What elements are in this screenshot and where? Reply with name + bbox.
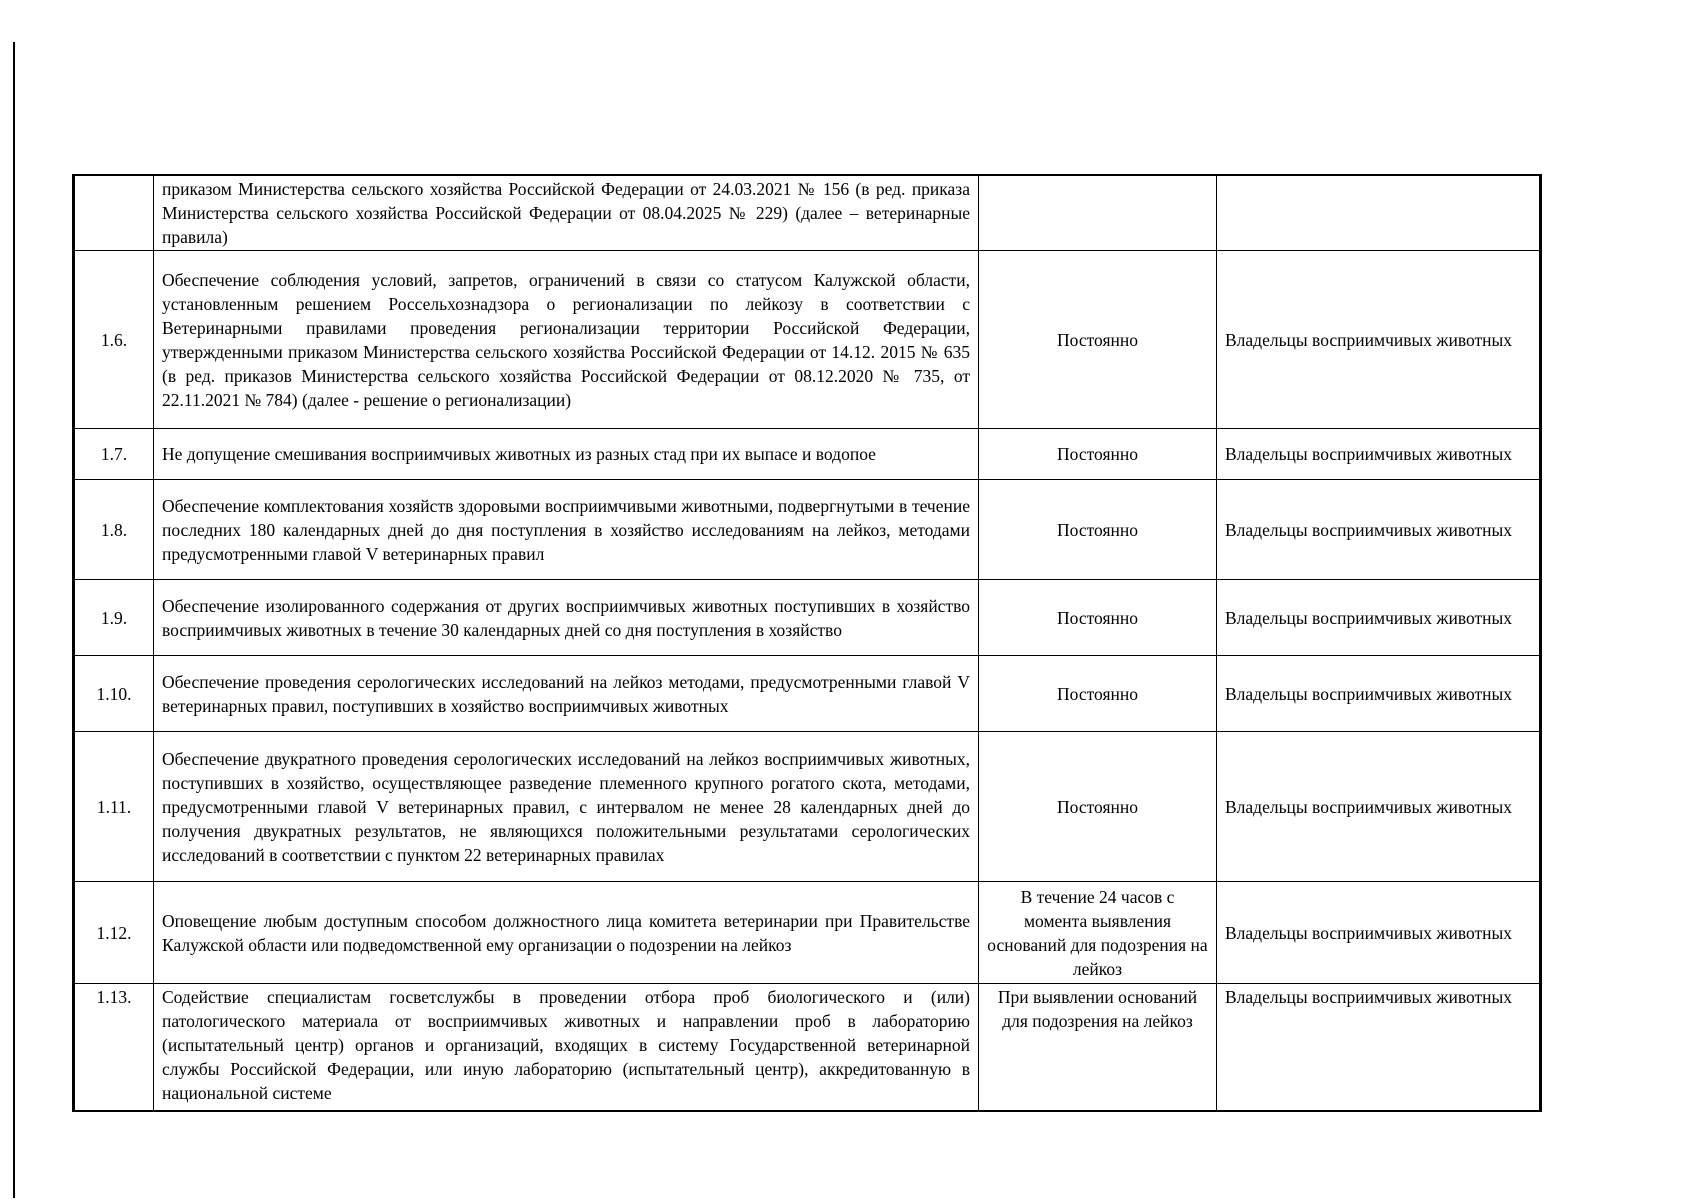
- table-row: [74, 732, 1541, 882]
- measure-responsible: Владельцы восприимчивых животных: [1217, 480, 1541, 580]
- measure-responsible: Владельцы восприимчивых животных: [1217, 732, 1541, 882]
- measure-responsible: Владельцы восприимчивых животных: [1217, 656, 1541, 732]
- table-row: [74, 175, 1541, 251]
- measure-deadline: В течение 24 часов с момента выявления оснований для подозрения на лейкоз: [979, 882, 1217, 984]
- measures-table: [72, 174, 1542, 1112]
- measure-text: Обеспечение проведения серологических исследований на лейкоз методами, предусмотренными главой V ветеринарных правил, поступивших в хозяйство восприимчивых животных: [154, 656, 979, 732]
- row-number: 1.13.: [74, 984, 154, 1111]
- measure-deadline: Постоянно: [979, 480, 1217, 580]
- measure-text: Обеспечение двукратного проведения серологических исследований на лейкоз восприимчивых животных, поступивших в хозяйство, осуществляющее разведение племенного крупного рогатого скота, методами, предусмотренными главой V ветеринарных правил, с интервалом не менее 28 календарных дней до получения двукратных результатов, не являющихся положительными результатами серологических исследований в соответствии с пунктом 22 ветеринарных правилах: [154, 732, 979, 882]
- row-number: 1.6.: [74, 251, 154, 429]
- measure-text: приказом Министерства сельского хозяйства Российской Федерации от 24.03.2021 № 156 (в ред. приказа Министерства сельского хозяйства Российской Федерации от 08.04.2025 № 229) (далее – ветеринарные правила): [154, 175, 979, 251]
- table-row: [74, 480, 1541, 580]
- table-row: [74, 429, 1541, 480]
- measure-responsible: Владельцы восприимчивых животных: [1217, 984, 1541, 1111]
- row-number: [74, 175, 154, 251]
- table-row: [74, 882, 1541, 984]
- table-row: [74, 251, 1541, 429]
- measure-text: Содействие специалистам госветслужбы в проведении отбора проб биологического и (или) патологического материала от восприимчивых животных и направлении проб в лабораторию (испытательный центр) органов и организаций, входящих в систему Государственной ветеринарной службы Российской Федерации, или иную лабораторию (испытательный центр), аккредитованную в национальной системе: [154, 984, 979, 1111]
- measure-deadline: При выявлении оснований для подозрения на лейкоз: [979, 984, 1217, 1111]
- measure-text: Обеспечение соблюдения условий, запретов, ограничений в связи со статусом Калужской области, установленным решением Россельхознадзора о регионализации по лейкозу в соответствии с Ветеринарными правилами проведения регионализации территории Российской Федерации, утвержденными приказом Министерства сельского хозяйства Российской Федерации от 14.12. 2015 № 635 (в ред. приказов Министерства сельского хозяйства Российской Федерации от 08.12.2020 № 735, от 22.11.2021 № 784) (далее - решение о регионализации): [154, 251, 979, 429]
- left-margin-line: [13, 42, 15, 1198]
- measure-text: Оповещение любым доступным способом должностного лица комитета ветеринарии при Правительстве Калужской области или подведомственной ему организации о подозрении на лейкоз: [154, 882, 979, 984]
- table-row: [74, 984, 1541, 1111]
- row-number: 1.12.: [74, 882, 154, 984]
- row-number: 1.7.: [74, 429, 154, 480]
- measure-responsible: Владельцы восприимчивых животных: [1217, 429, 1541, 480]
- measure-text: Обеспечение комплектования хозяйств здоровыми восприимчивыми животными, подвергнутыми в течение последних 180 календарных дней до дня поступления в хозяйство исследованиям на лейкоз, методами предусмотренными главой V ветеринарных правил: [154, 480, 979, 580]
- row-number: 1.8.: [74, 480, 154, 580]
- row-number: 1.11.: [74, 732, 154, 882]
- measure-deadline: Постоянно: [979, 251, 1217, 429]
- measure-deadline: Постоянно: [979, 732, 1217, 882]
- measure-text: Не допущение смешивания восприимчивых животных из разных стад при их выпасе и водопое: [154, 429, 979, 480]
- measure-responsible: [1217, 175, 1541, 251]
- measure-deadline: [979, 175, 1217, 251]
- row-number: 1.10.: [74, 656, 154, 732]
- measure-responsible: Владельцы восприимчивых животных: [1217, 882, 1541, 984]
- measure-deadline: Постоянно: [979, 580, 1217, 656]
- measure-responsible: Владельцы восприимчивых животных: [1217, 580, 1541, 656]
- measure-deadline: Постоянно: [979, 429, 1217, 480]
- measure-responsible: Владельцы восприимчивых животных: [1217, 251, 1541, 429]
- row-number: 1.9.: [74, 580, 154, 656]
- measure-deadline: Постоянно: [979, 656, 1217, 732]
- table-row: [74, 656, 1541, 732]
- table-row: [74, 580, 1541, 656]
- measure-text: Обеспечение изолированного содержания от других восприимчивых животных поступивших в хозяйство восприимчивых животных в течение 30 календарных дней со дня поступления в хозяйство: [154, 580, 979, 656]
